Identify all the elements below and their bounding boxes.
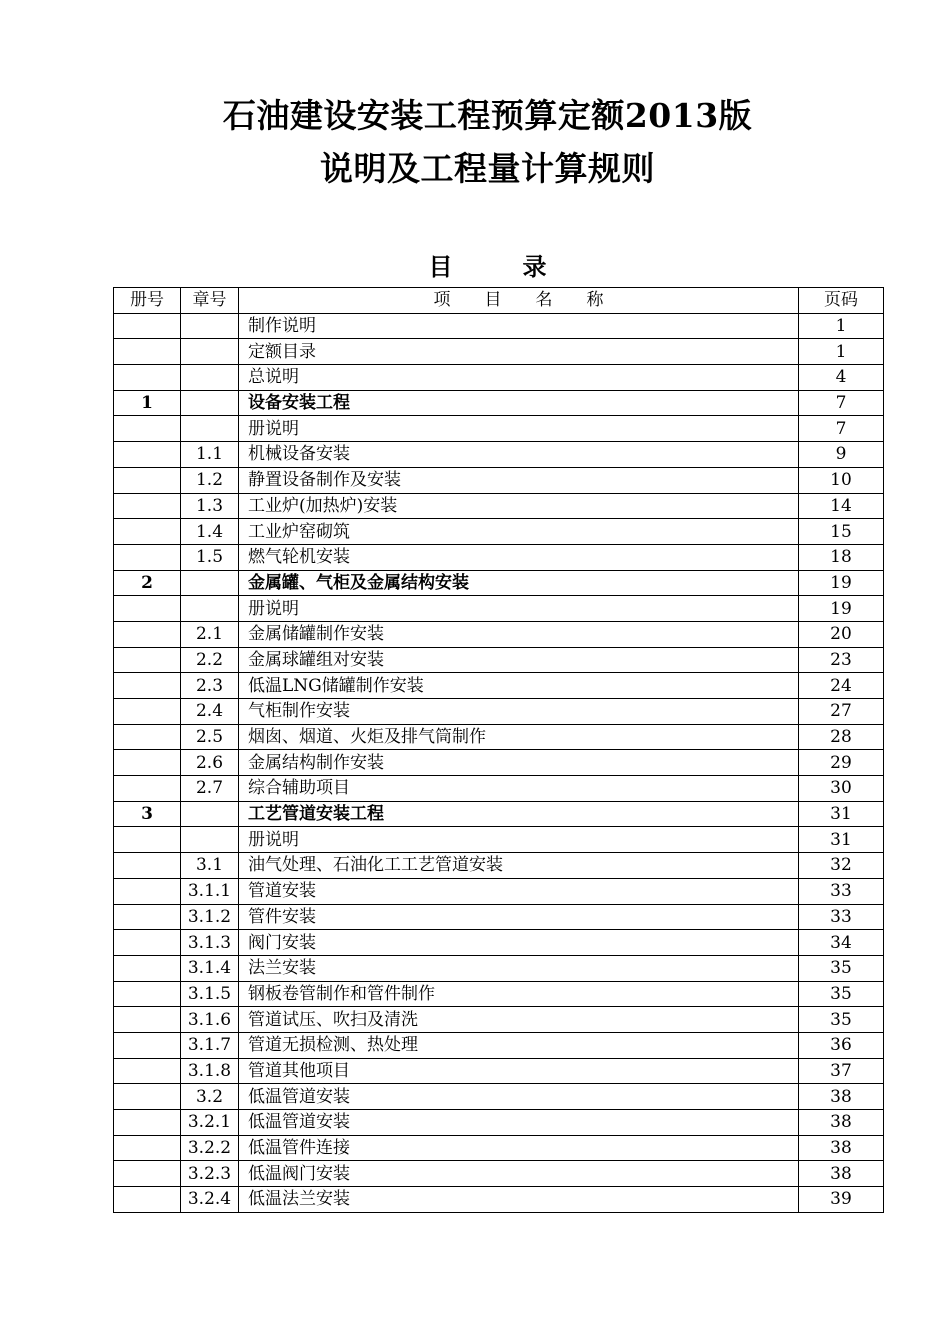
toc-chapter-cell: 3.1.6 <box>181 1007 239 1033</box>
toc-page-cell: 20 <box>799 621 884 647</box>
toc-page-cell: 35 <box>799 1007 884 1033</box>
toc-row <box>114 519 884 545</box>
toc-name-cell: 阀门安装 <box>239 930 799 956</box>
toc-name-cell: 金属结构制作安装 <box>239 750 799 776</box>
toc-page-cell: 27 <box>799 699 884 725</box>
toc-volume-cell <box>114 853 181 879</box>
toc-volume-cell: 1 <box>114 390 181 416</box>
toc-volume-cell <box>114 442 181 468</box>
toc-name-cell: 烟囱、烟道、火炬及排气筒制作 <box>239 724 799 750</box>
toc-name-cell: 低温管道安装 <box>239 1110 799 1136</box>
toc-row <box>114 596 884 622</box>
toc-name-cell: 管道试压、吹扫及清洗 <box>239 1007 799 1033</box>
toc-row <box>114 570 884 596</box>
toc-name-cell: 册说明 <box>239 827 799 853</box>
toc-page-cell: 37 <box>799 1058 884 1084</box>
toc-chapter-cell: 1.2 <box>181 467 239 493</box>
toc-header-row <box>114 288 884 314</box>
toc-row <box>114 699 884 725</box>
toc-name-cell: 低温管件连接 <box>239 1135 799 1161</box>
toc-volume-cell <box>114 1084 181 1110</box>
toc-name-cell: 册说明 <box>239 596 799 622</box>
toc-chapter-cell: 3.2 <box>181 1084 239 1110</box>
toc-volume-cell <box>114 1058 181 1084</box>
toc-row <box>114 621 884 647</box>
toc-page-cell: 38 <box>799 1084 884 1110</box>
toc-volume-cell <box>114 647 181 673</box>
toc-volume-cell <box>114 878 181 904</box>
toc-page-cell: 19 <box>799 596 884 622</box>
toc-row <box>114 1161 884 1187</box>
toc-name-cell: 工艺管道安装工程 <box>239 801 799 827</box>
toc-heading <box>0 247 950 282</box>
toc-volume-cell <box>114 621 181 647</box>
toc-page-cell: 7 <box>799 390 884 416</box>
toc-row <box>114 544 884 570</box>
toc-volume-cell <box>114 827 181 853</box>
toc-name-cell: 金属罐、气柜及金属结构安装 <box>239 570 799 596</box>
toc-row <box>114 493 884 519</box>
toc-name-cell: 油气处理、石油化工工艺管道安装 <box>239 853 799 879</box>
toc-volume-cell <box>114 596 181 622</box>
toc-chapter-cell: 3.2.2 <box>181 1135 239 1161</box>
toc-chapter-cell: 2.5 <box>181 724 239 750</box>
toc-chapter-cell: 2.6 <box>181 750 239 776</box>
toc-page-cell: 34 <box>799 930 884 956</box>
toc-volume-cell <box>114 904 181 930</box>
header-page: 页码 <box>799 288 884 314</box>
toc-page-cell: 7 <box>799 416 884 442</box>
toc-row <box>114 1032 884 1058</box>
toc-volume-cell <box>114 467 181 493</box>
toc-chapter-cell <box>181 596 239 622</box>
toc-row <box>114 981 884 1007</box>
document-title: 石油建设安装工程预算定额2013版 <box>222 96 753 135</box>
toc-volume-cell <box>114 544 181 570</box>
toc-row <box>114 827 884 853</box>
toc-row <box>114 673 884 699</box>
toc-page-cell: 35 <box>799 981 884 1007</box>
toc-page-cell: 30 <box>799 776 884 802</box>
toc-row <box>114 467 884 493</box>
toc-row <box>114 1187 884 1213</box>
toc-page-cell: 38 <box>799 1135 884 1161</box>
toc-page-cell: 32 <box>799 853 884 879</box>
toc-chapter-cell <box>181 570 239 596</box>
toc-name-cell: 定额目录 <box>239 339 799 365</box>
toc-chapter-cell: 1.5 <box>181 544 239 570</box>
toc-table <box>113 287 884 1213</box>
toc-chapter-cell: 1.4 <box>181 519 239 545</box>
toc-chapter-cell: 2.4 <box>181 699 239 725</box>
toc-page-cell: 18 <box>799 544 884 570</box>
toc-chapter-cell <box>181 416 239 442</box>
toc-name-cell: 金属储罐制作安装 <box>239 621 799 647</box>
toc-page-cell: 14 <box>799 493 884 519</box>
toc-chapter-cell: 3.1 <box>181 853 239 879</box>
toc-row <box>114 776 884 802</box>
toc-name-cell: 设备安装工程 <box>239 390 799 416</box>
toc-page-cell: 1 <box>799 339 884 365</box>
toc-name-cell: 管道其他项目 <box>239 1058 799 1084</box>
toc-chapter-cell: 3.1.8 <box>181 1058 239 1084</box>
toc-volume-cell <box>114 955 181 981</box>
toc-page-cell: 4 <box>799 365 884 391</box>
toc-row <box>114 1007 884 1033</box>
toc-chapter-cell <box>181 313 239 339</box>
toc-name-cell: 低温阀门安装 <box>239 1161 799 1187</box>
toc-volume-cell <box>114 1135 181 1161</box>
toc-chapter-cell: 1.3 <box>181 493 239 519</box>
header-volume: 册号 <box>114 288 181 314</box>
toc-volume-cell <box>114 981 181 1007</box>
toc-name-cell: 管道无损检测、热处理 <box>239 1032 799 1058</box>
toc-volume-cell <box>114 416 181 442</box>
toc-volume-cell: 2 <box>114 570 181 596</box>
toc-name-cell: 管件安装 <box>239 904 799 930</box>
toc-page-cell: 15 <box>799 519 884 545</box>
toc-name-cell: 低温法兰安装 <box>239 1187 799 1213</box>
toc-name-cell: 管道安装 <box>239 878 799 904</box>
toc-volume-cell <box>114 339 181 365</box>
document-subtitle: 说明及工程量计算规则 <box>320 149 655 188</box>
toc-chapter-cell: 3.2.1 <box>181 1110 239 1136</box>
toc-name-cell: 制作说明 <box>239 313 799 339</box>
toc-name-cell: 钢板卷管制作和管件制作 <box>239 981 799 1007</box>
toc-name-cell: 低温LNG储罐制作安装 <box>239 673 799 699</box>
toc-row <box>114 724 884 750</box>
toc-name-cell: 法兰安装 <box>239 955 799 981</box>
toc-volume-cell <box>114 519 181 545</box>
header-name: 项 目 名 称 <box>239 288 799 314</box>
toc-volume-cell <box>114 699 181 725</box>
toc-page-cell: 31 <box>799 801 884 827</box>
toc-chapter-cell: 3.1.1 <box>181 878 239 904</box>
toc-page-cell: 39 <box>799 1187 884 1213</box>
toc-name-cell: 金属球罐组对安装 <box>239 647 799 673</box>
toc-row <box>114 647 884 673</box>
toc-row <box>114 853 884 879</box>
toc-row <box>114 313 884 339</box>
toc-row <box>114 904 884 930</box>
toc-heading-left: 目 <box>428 252 453 281</box>
toc-volume-cell <box>114 930 181 956</box>
toc-row <box>114 416 884 442</box>
toc-row <box>114 801 884 827</box>
toc-row <box>114 442 884 468</box>
toc-row <box>114 1110 884 1136</box>
toc-chapter-cell <box>181 827 239 853</box>
toc-heading-right: 录 <box>522 252 547 281</box>
toc-volume-cell <box>114 724 181 750</box>
toc-page-cell: 31 <box>799 827 884 853</box>
toc-name-cell: 总说明 <box>239 365 799 391</box>
toc-chapter-cell <box>181 339 239 365</box>
toc-row <box>114 365 884 391</box>
toc-chapter-cell: 2.7 <box>181 776 239 802</box>
toc-row <box>114 878 884 904</box>
toc-volume-cell <box>114 313 181 339</box>
toc-page-cell: 19 <box>799 570 884 596</box>
toc-row <box>114 1058 884 1084</box>
toc-chapter-cell: 1.1 <box>181 442 239 468</box>
toc-page-cell: 29 <box>799 750 884 776</box>
toc-page-cell: 35 <box>799 955 884 981</box>
toc-chapter-cell: 3.1.7 <box>181 1032 239 1058</box>
toc-chapter-cell: 3.1.2 <box>181 904 239 930</box>
toc-name-cell: 燃气轮机安装 <box>239 544 799 570</box>
toc-page-cell: 38 <box>799 1110 884 1136</box>
toc-page-cell: 36 <box>799 1032 884 1058</box>
toc-page-cell: 24 <box>799 673 884 699</box>
toc-name-cell: 静置设备制作及安装 <box>239 467 799 493</box>
toc-chapter-cell <box>181 365 239 391</box>
toc-chapter-cell: 2.3 <box>181 673 239 699</box>
toc-volume-cell <box>114 673 181 699</box>
toc-chapter-cell: 2.1 <box>181 621 239 647</box>
toc-name-cell: 低温管道安装 <box>239 1084 799 1110</box>
toc-page-cell: 1 <box>799 313 884 339</box>
toc-name-cell: 机械设备安装 <box>239 442 799 468</box>
toc-volume-cell <box>114 1110 181 1136</box>
toc-page-cell: 28 <box>799 724 884 750</box>
toc-row <box>114 930 884 956</box>
toc-name-cell: 册说明 <box>239 416 799 442</box>
toc-chapter-cell: 3.2.4 <box>181 1187 239 1213</box>
toc-volume-cell <box>114 750 181 776</box>
toc-row <box>114 1135 884 1161</box>
toc-page-cell: 38 <box>799 1161 884 1187</box>
toc-name-cell: 工业炉窑砌筑 <box>239 519 799 545</box>
toc-chapter-cell: 2.2 <box>181 647 239 673</box>
toc-name-cell: 综合辅助项目 <box>239 776 799 802</box>
toc-row <box>114 955 884 981</box>
toc-row <box>114 750 884 776</box>
toc-volume-cell <box>114 1032 181 1058</box>
toc-volume-cell: 3 <box>114 801 181 827</box>
toc-row <box>114 339 884 365</box>
toc-page-cell: 33 <box>799 878 884 904</box>
toc-row <box>114 390 884 416</box>
toc-page-cell: 9 <box>799 442 884 468</box>
toc-chapter-cell: 3.1.3 <box>181 930 239 956</box>
toc-volume-cell <box>114 365 181 391</box>
toc-row <box>114 1084 884 1110</box>
toc-volume-cell <box>114 1007 181 1033</box>
toc-chapter-cell <box>181 390 239 416</box>
toc-page-cell: 33 <box>799 904 884 930</box>
toc-page-cell: 23 <box>799 647 884 673</box>
toc-volume-cell <box>114 1187 181 1213</box>
toc-chapter-cell <box>181 801 239 827</box>
toc-chapter-cell: 3.1.5 <box>181 981 239 1007</box>
toc-page-cell: 10 <box>799 467 884 493</box>
toc-chapter-cell: 3.1.4 <box>181 955 239 981</box>
toc-volume-cell <box>114 776 181 802</box>
header-chapter: 章号 <box>181 288 239 314</box>
toc-name-cell: 气柜制作安装 <box>239 699 799 725</box>
toc-volume-cell <box>114 493 181 519</box>
toc-chapter-cell: 3.2.3 <box>181 1161 239 1187</box>
toc-volume-cell <box>114 1161 181 1187</box>
toc-name-cell: 工业炉(加热炉)安装 <box>239 493 799 519</box>
